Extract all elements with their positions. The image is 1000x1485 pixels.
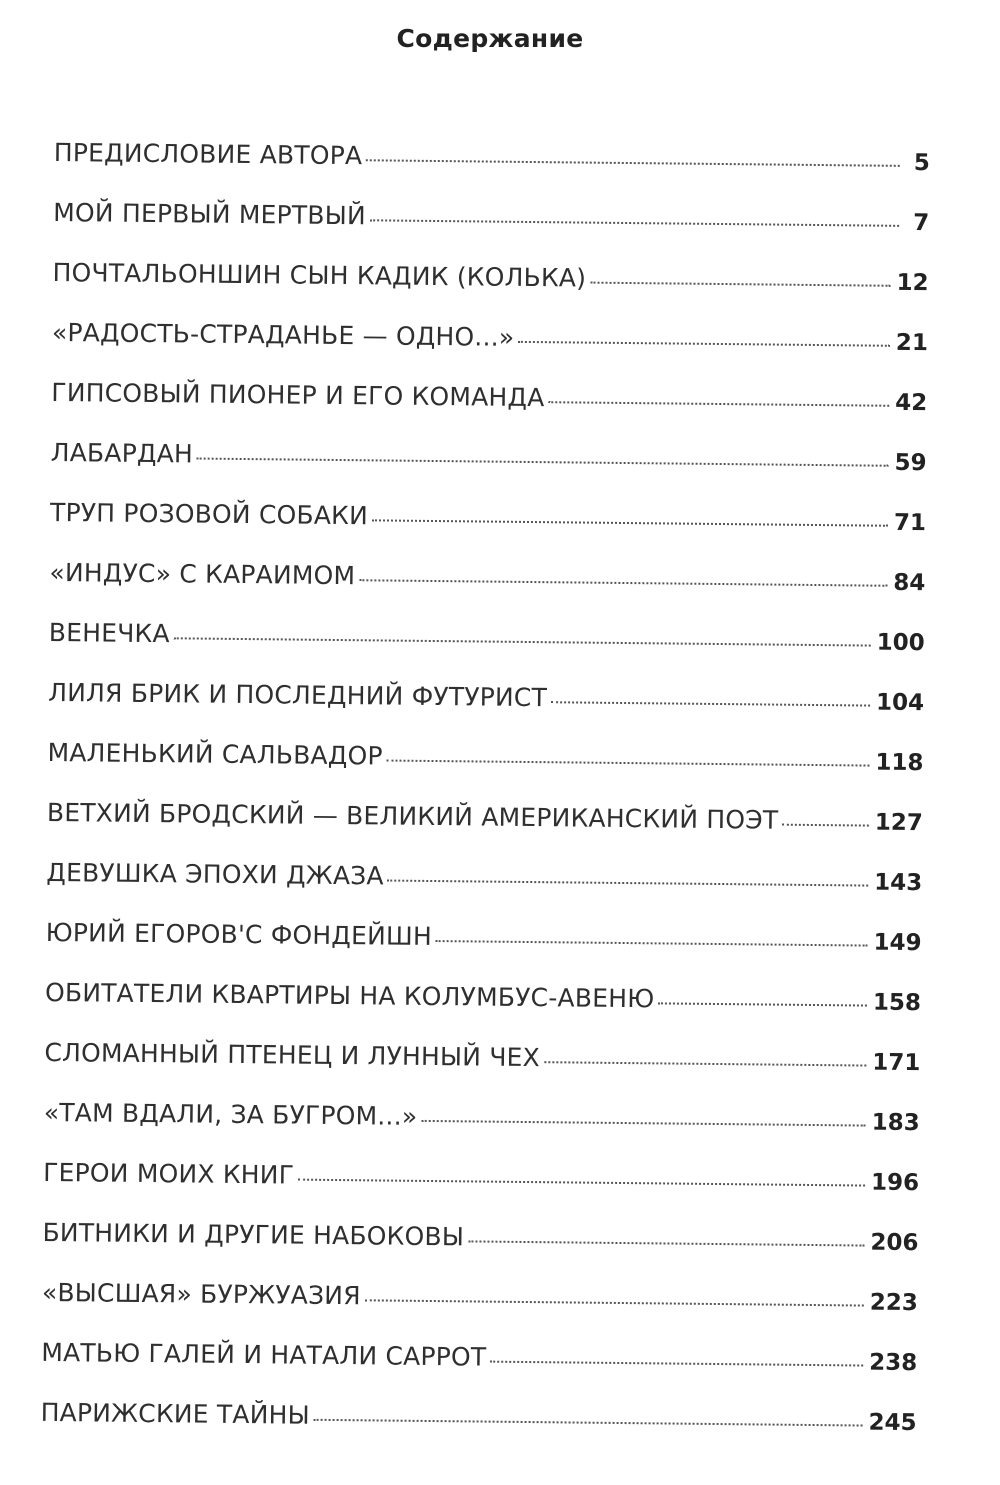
toc-entry <box>47 738 924 807</box>
entry-title: ЛАБАРДАН <box>50 437 194 469</box>
toc-entry <box>45 918 922 987</box>
entry-page-number: 118 <box>875 749 924 777</box>
dot-leader <box>436 939 868 947</box>
toc-entry <box>50 438 927 507</box>
toc-entry <box>48 618 925 687</box>
entry-page-number: 171 <box>872 1049 921 1077</box>
dot-leader <box>782 823 869 827</box>
entry-page-number: 7 <box>913 210 930 237</box>
dot-leader <box>544 1060 866 1066</box>
entry-title: ПРЕДИСЛОВИЕ АВТОРА <box>53 138 363 171</box>
dot-leader <box>314 1418 863 1427</box>
entry-title: «РАДОСТЬ-СТРАДАНЬЕ — ОДНО...» <box>51 317 515 352</box>
toc-entry <box>44 1038 921 1107</box>
toc-entry <box>53 198 930 267</box>
entry-page-number: 5 <box>913 150 930 177</box>
entry-page-number: 245 <box>868 1409 917 1437</box>
toc-entry <box>52 258 929 327</box>
toc-entry <box>51 378 928 447</box>
entry-title: ГЕРОИ МОИХ КНИГ <box>43 1157 295 1190</box>
entry-title: ПАРИЖСКИЕ ТАЙНЫ <box>40 1397 310 1430</box>
toc-entry <box>49 558 926 627</box>
dot-leader <box>372 518 888 526</box>
toc-entry <box>40 1398 917 1467</box>
entry-page-number: 71 <box>893 509 927 537</box>
table-of-contents <box>40 138 930 1467</box>
page-title: Содержание <box>396 24 584 53</box>
dot-leader <box>548 400 889 407</box>
entry-title: БИТНИКИ И ДРУГИЕ НАБОКОВЫ <box>42 1217 465 1252</box>
dot-leader <box>387 759 870 767</box>
dot-leader <box>366 158 900 167</box>
entry-page-number: 100 <box>876 629 925 657</box>
entry-page-number: 84 <box>893 569 926 597</box>
entry-title: ВЕТХИЙ БРОДСКИЙ — ВЕЛИКИЙ АМЕРИКАНСКИЙ ПОЭТ <box>46 797 779 835</box>
dot-leader <box>197 457 889 467</box>
dot-leader <box>490 1360 863 1367</box>
toc-entry <box>43 1098 920 1167</box>
entry-title: СЛОМАННЫЙ ПТЕНЕЦ И ЛУННЫЙ ЧЕХ <box>44 1037 541 1073</box>
dot-leader <box>174 636 871 646</box>
dot-leader <box>370 218 899 227</box>
toc-entry <box>50 498 927 567</box>
entry-title: «ИНДУС» С КАРАИМОМ <box>49 557 356 591</box>
entry-title: МАЛЕНЬКИЙ САЛЬВАДОР <box>47 737 383 771</box>
entry-page-number: 21 <box>895 329 929 357</box>
toc-entry <box>53 138 930 207</box>
entry-title: ТРУП РОЗОВОЙ СОБАКИ <box>49 497 369 531</box>
dot-leader <box>359 578 887 587</box>
toc-entry <box>41 1338 918 1407</box>
dot-leader <box>421 1119 865 1127</box>
dot-leader <box>388 879 869 887</box>
dot-leader <box>468 1239 864 1246</box>
dot-leader <box>365 1298 864 1306</box>
entry-page-number: 42 <box>895 389 928 417</box>
entry-title: МАТЬЮ ГАЛЕЙ И НАТАЛИ САРРОТ <box>41 1337 487 1372</box>
entry-page-number: 196 <box>870 1169 920 1197</box>
toc-entry <box>45 978 922 1047</box>
entry-title: «ТАМ ВДАЛИ, ЗА БУГРОМ...» <box>43 1097 418 1131</box>
dot-leader <box>658 1001 867 1006</box>
entry-page-number: 223 <box>869 1289 918 1317</box>
dot-leader <box>298 1178 865 1187</box>
dot-leader <box>590 281 890 287</box>
dot-leader <box>518 340 890 347</box>
entry-page-number: 149 <box>873 929 922 957</box>
entry-page-number: 127 <box>874 809 924 837</box>
toc-entry <box>43 1158 920 1227</box>
entry-page-number: 183 <box>871 1109 920 1137</box>
entry-title: ПОЧТАЛЬОНШИН СЫН КАДИК (КОЛЬКА) <box>52 257 587 293</box>
entry-page-number: 158 <box>872 989 922 1017</box>
toc-entry <box>48 678 925 747</box>
entry-page-number: 59 <box>894 449 927 477</box>
entry-page-number: 206 <box>870 1229 919 1257</box>
entry-page-number: 104 <box>875 689 925 717</box>
toc-entry <box>46 858 923 927</box>
toc-entry <box>46 798 923 867</box>
entry-page-number: 12 <box>896 269 929 297</box>
entry-title: «ВЫСШАЯ» БУРЖУАЗИЯ <box>41 1277 361 1311</box>
entry-title: МОЙ ПЕРВЫЙ МЕРТВЫЙ <box>53 197 367 231</box>
toc-entry <box>42 1218 919 1287</box>
entry-title: ДЕВУШКА ЭПОХИ ДЖАЗА <box>46 857 384 891</box>
entry-page-number: 238 <box>869 1349 918 1377</box>
entry-title: ЮРИЙ ЕГОРОВ'С ФОНДЕЙШН <box>45 917 433 952</box>
entry-title: ОБИТАТЕЛИ КВАРТИРЫ НА КОЛУМБУС-АВЕНЮ <box>44 977 655 1014</box>
toc-entry <box>41 1278 918 1347</box>
toc-entry <box>51 318 928 387</box>
dot-leader <box>551 700 870 706</box>
entry-title: ЛИЛЯ БРИК И ПОСЛЕДНИЙ ФУТУРИСТ <box>48 677 548 713</box>
entry-page-number: 143 <box>874 869 923 897</box>
entry-title: ГИПСОВЫЙ ПИОНЕР И ЕГО КОМАНДА <box>51 377 545 413</box>
entry-title: ВЕНЕЧКА <box>48 617 170 649</box>
